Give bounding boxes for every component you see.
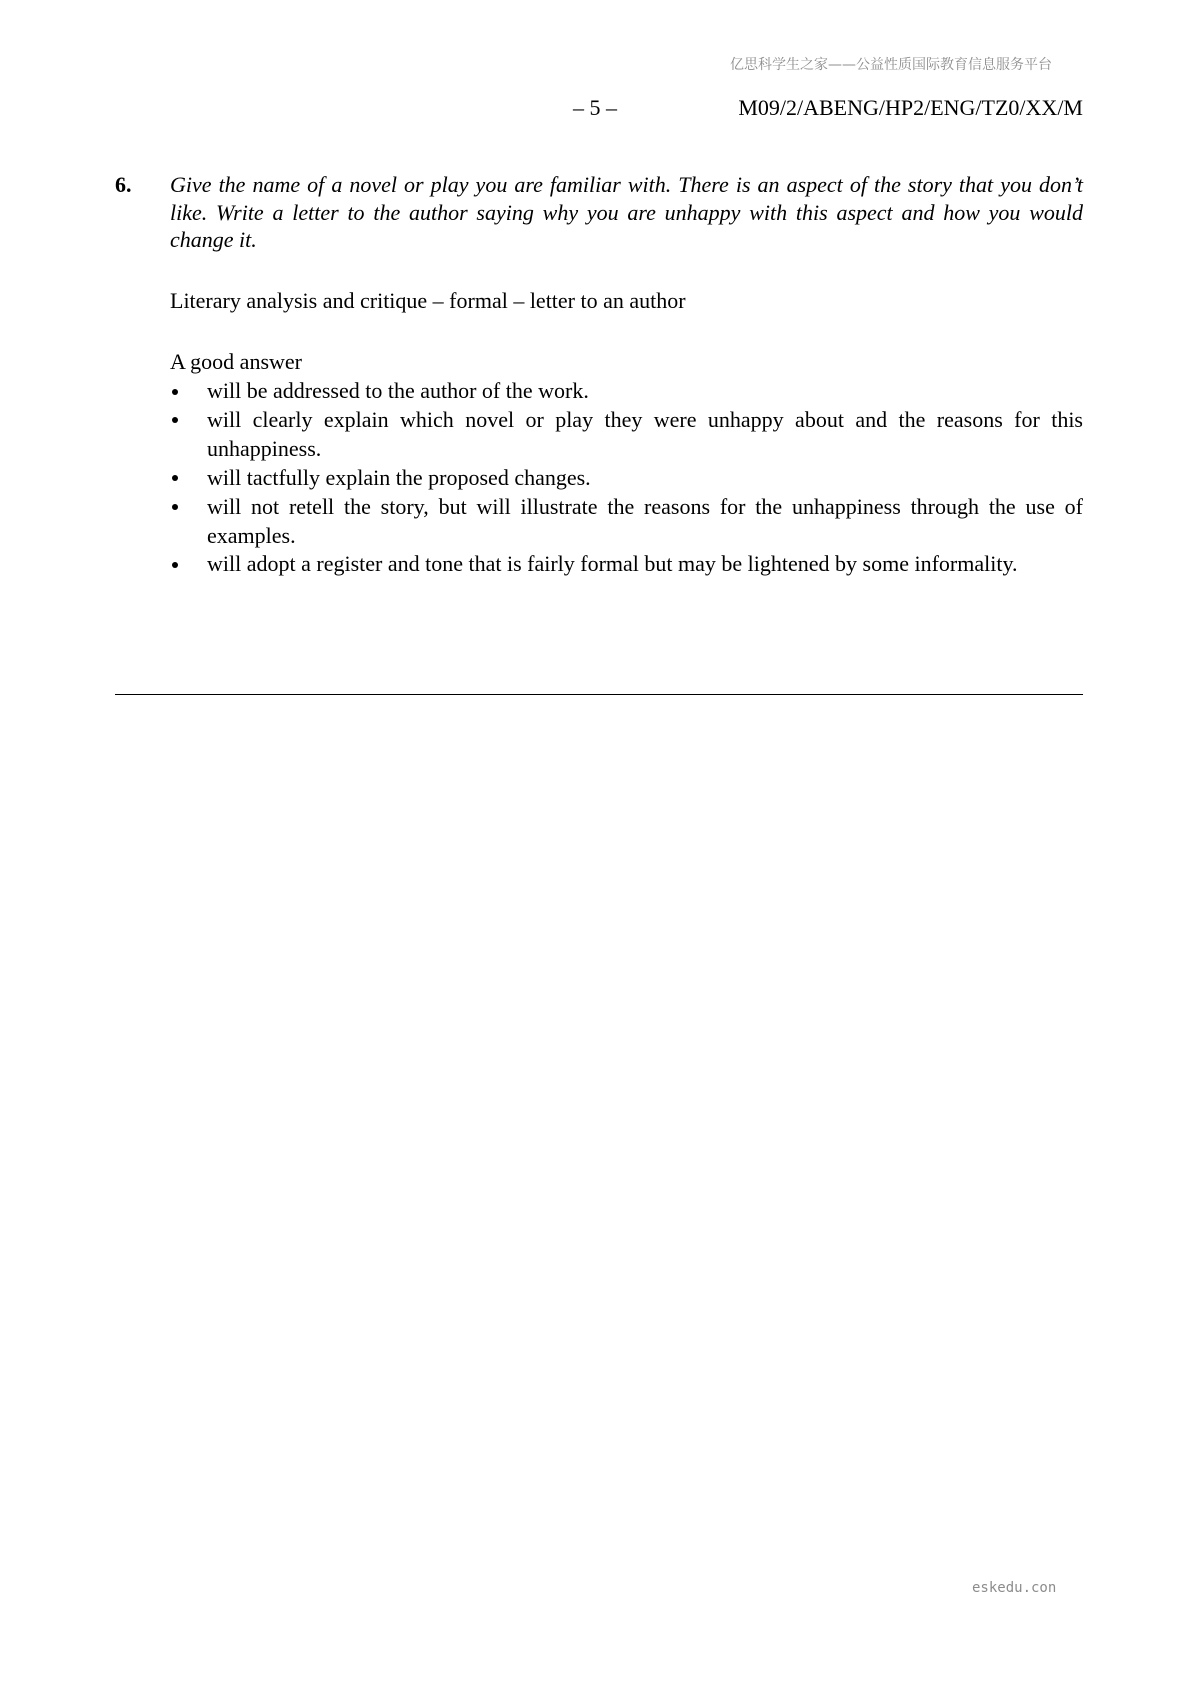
criteria-list [170,377,1083,579]
bullet-icon [172,475,178,481]
criteria-item [170,377,1083,406]
question-prompt: Give the name of a novel or play you are familiar with. There is an aspect of the story that you don’t like. Write a letter to the author saying why you are unhappy with this aspect and how you would change it. [170,172,1083,252]
text-type-line: Literary analysis and critique – formal – letter to an author [170,288,686,313]
criteria-text: will be addressed to the author of the work. [207,378,589,403]
header-watermark: 亿思科学生之家——公益性质国际教育信息服务平台 [730,57,1052,73]
criteria-text: will tactfully explain the proposed changes. [207,464,591,490]
bullet-icon [172,417,178,423]
criteria-text: will clearly explain which novel or play they were unhappy about and the reasons for this unhappiness. [207,406,1083,461]
bullet-icon [172,389,178,395]
bullet-icon [172,562,178,568]
criteria-item [170,493,1083,551]
footer-watermark: eskedu.con [972,1580,1057,1596]
criteria-text: will not retell the story, but will illustrate the reasons for the unhappiness through the use of examples. [207,493,1083,548]
question-number: 6. [115,172,132,197]
criteria-item [170,406,1083,464]
document-code: M09/2/ABENG/HP2/ENG/TZ0/XX/M [738,95,1083,120]
bullet-icon [172,504,178,510]
criteria-item [170,464,1083,493]
criteria-text: will adopt a register and tone that is fairly formal but may be lightened by some informality. [207,551,1018,577]
page-number: – 5 – [573,95,617,120]
section-divider [115,694,1083,695]
good-answer-intro: A good answer [170,349,302,374]
criteria-item [170,550,1083,579]
